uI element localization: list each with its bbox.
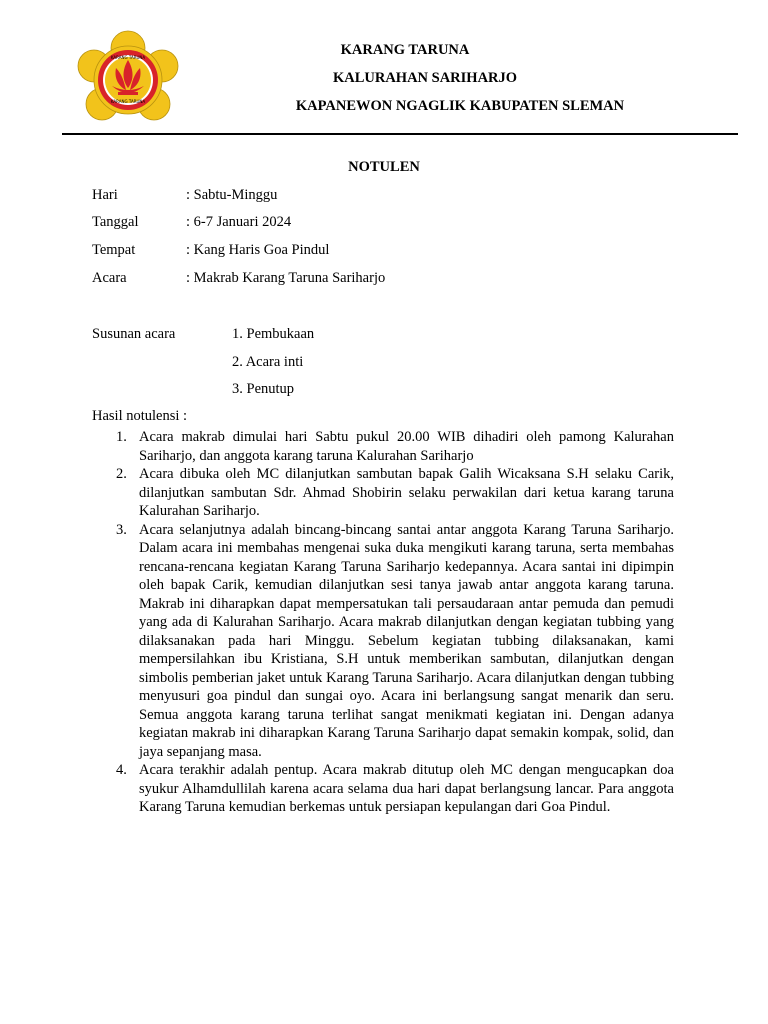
logo-text-top: KARANG TARUNA	[110, 55, 146, 60]
header-line-1: KARANG TARUNA	[340, 42, 470, 58]
item-number: 4.	[116, 762, 127, 778]
header-line-2: KALURAHAN SARIHARJO	[332, 70, 518, 86]
agenda-item: 1. Pembukaan	[232, 326, 315, 342]
header-divider	[62, 133, 738, 135]
field-label: Hari	[92, 187, 118, 203]
field-label: Tanggal	[92, 214, 139, 230]
list-item	[92, 521, 674, 762]
item-text: Acara terakhir adalah pentup. Acara makrab ditutup oleh MC dengan mengucapkan doa syukur Alhamdullilah karena acara selama dua hari dapat berlangsung lancar. Para anggota Karang Taruna kemudian berkemas untuk persiapan kepulangan dari Goa Pindul.	[139, 762, 674, 815]
field-label: Acara	[92, 270, 127, 286]
agenda-label: Susunan acara	[92, 326, 176, 342]
karang-taruna-logo	[76, 30, 180, 126]
agenda-item: 2. Acara inti	[232, 354, 304, 370]
field-value: : Makrab Karang Taruna Sariharjo	[186, 270, 386, 286]
field-value: : Kang Haris Goa Pindul	[186, 242, 330, 258]
item-number: 3.	[116, 521, 127, 538]
document-title: NOTULEN	[348, 159, 420, 175]
item-number: 1.	[116, 429, 127, 445]
item-number: 2.	[116, 466, 127, 482]
item-text: Acara dibuka oleh MC dilanjutkan sambutan bapak Galih Wicaksana S.H selaku Carik, dilanjutkan sambutan Sdr. Ahmad Shobirin selaku perwakilan dari ketua karang taruna Kalurahan Sariharjo.	[139, 466, 674, 519]
logo-text-bottom: KARANG TARUNA	[110, 99, 146, 104]
list-item	[92, 761, 674, 817]
list-item	[92, 465, 674, 521]
list-item	[92, 428, 674, 465]
field-value: : 6-7 Januari 2024	[186, 214, 292, 230]
item-text: Acara makrab dimulai hari Sabtu pukul 20.00 WIB dihadiri oleh pamong Kalurahan Sariharjo, dan anggota karang taruna Kalurahan Sariharjo	[139, 429, 674, 464]
field-label: Tempat	[92, 242, 136, 258]
results-label: Hasil notulensi :	[92, 408, 188, 424]
header-line-3: KAPANEWON NGAGLIK KABUPATEN SLEMAN	[295, 98, 625, 114]
agenda-item: 3. Penutup	[232, 381, 295, 397]
field-value: : Sabtu-Minggu	[186, 187, 278, 203]
item-text: Acara selanjutnya adalah bincang-bincang santai antar anggota Karang Taruna Sariharjo. Dalam acara ini membahas mengenai suka duka mengikuti karang taruna, serta membahas rencana-rencana kegiatan Karang Taruna Sariharjo kedepannya. Acara santai ini dipimpin oleh bapak Carik, kemudian dilanjutkan sesi tanya jawab antar anggota karang taruna. Makrab ini diharapkan dapat mempersatukan tali persaudaraan antar pemuda dan pemudi yang ada di Kalurahan Sariharjo. Acara makrab dilanjutkan dengan kegiatan tubbing yang dilaksanakan pada hari Minggu. Sebelum kegiatan tubbing dilaksanakan, kami mempersilahkan ibu Kristiana, S.H untuk memberikan sambutan, dilanjutkan dengan simbolis pemberian jaket untuk Karang Taruna Sariharjo. Acara dilanjutkan dengan tubbing menyusuri goa pindul dan sungai oyo. Acara ini berlangsung sangat menarik dan seru. Semua anggota karang taruna terlihat sangat menikmati kegiatan ini. Dengan adanya kegiatan makrab ini diharapkan Karang Taruna Sariharjo dapat semakin kompak, solid, dan jaya sepanjang masa.	[139, 521, 674, 760]
results-list	[92, 428, 674, 817]
